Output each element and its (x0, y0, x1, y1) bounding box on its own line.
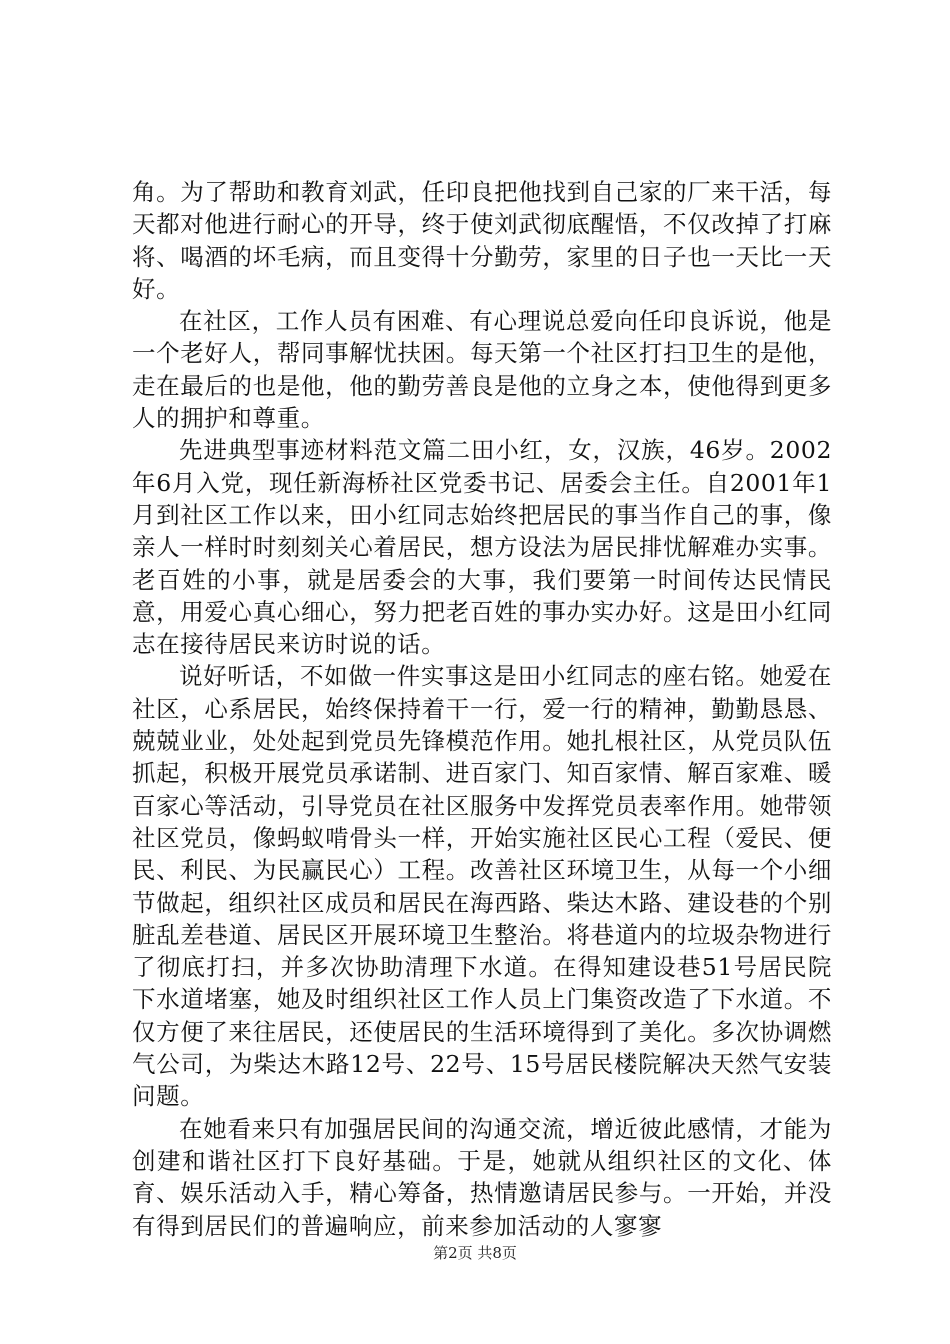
paragraph-motto: 说好听话，不如做一件实事这是田小红同志的座右铭。她爱在社区，心系居民，始终保持着干一行，爱一行的精神，勤勤恳恳、兢兢业业，处处起到党员先锋模范作用。她扎根社区，从党员队伍抓起，积极开展党员承诺制、进百家门、知百家情、解百家难、暖百家心等活动，引导党员在社区服务中发挥党员表率作用。她带领社区党员，像蚂蚁啃骨头一样，开始实施社区民心工程（爱民、便民、利民、为民赢民心）工程。改善社区环境卫生，从每一个小细节做起，组织社区成员和居民在海西路、柴达木路、建设巷的个别脏乱差巷道、居民区开展环境卫生整治。将巷道内的垃圾杂物进行了彻底打扫，并多次协助清理下水道。在得知建设巷51号居民院下水道堵塞，她及时组织社区工作人员上门集资改造了下水道。不仅方便了来往居民，还使居民的生活环境得到了美化。多次协调燃气公司，为柴达木路12号、22号、15号居民楼院解决天然气安装问题。 (132, 662, 832, 1111)
page-footer: 第2页 共8页 (433, 1244, 517, 1262)
paragraph-communication: 在她看来只有加强居民间的沟通交流，增近彼此感情，才能为创建和谐社区打下良好基础。于是，她就从组织社区的文化、体育、娱乐活动入手，精心筹备，热情邀请居民参与。一开始，并没有得到居民们的普遍响应，前来参加活动的人寥寥 (132, 1114, 832, 1240)
document-body (132, 176, 832, 1242)
paragraph-tian-xiaohong-intro: 先进典型事迹材料范文篇二田小红，女，汉族，46岁。2002年6月入党，现任新海桥社区党委书记、居委会主任。自2001年1月到社区工作以来，田小红同志始终把居民的事当作自己的事，像亲人一样时时刻刻关心着居民，想方设法为居民排忧解难办实事。老百姓的小事，就是居委会的大事，我们要第一时间传达民情民意，用爱心真心细心，努力把老百姓的事办实办好。这是田小红同志在接待居民来访时说的话。 (132, 436, 832, 659)
paragraph-continued: 角。为了帮助和教育刘武，任印良把他找到自己家的厂来干活，每天都对他进行耐心的开导，终于使刘武彻底醒悟，不仅改掉了打麻将、喝酒的坏毛病，而且变得十分勤劳，家里的日子也一天比一天好。 (132, 178, 832, 303)
paragraph-community-staff: 在社区，工作人员有困难、有心理说总爱向任印良诉说，他是一个老好人，帮同事解忧扶困。每天第一个社区打扫卫生的是他，走在最后的也是他，他的勤劳善良是他的立身之本，使他得到更多人的拥护和尊重。 (132, 307, 832, 433)
